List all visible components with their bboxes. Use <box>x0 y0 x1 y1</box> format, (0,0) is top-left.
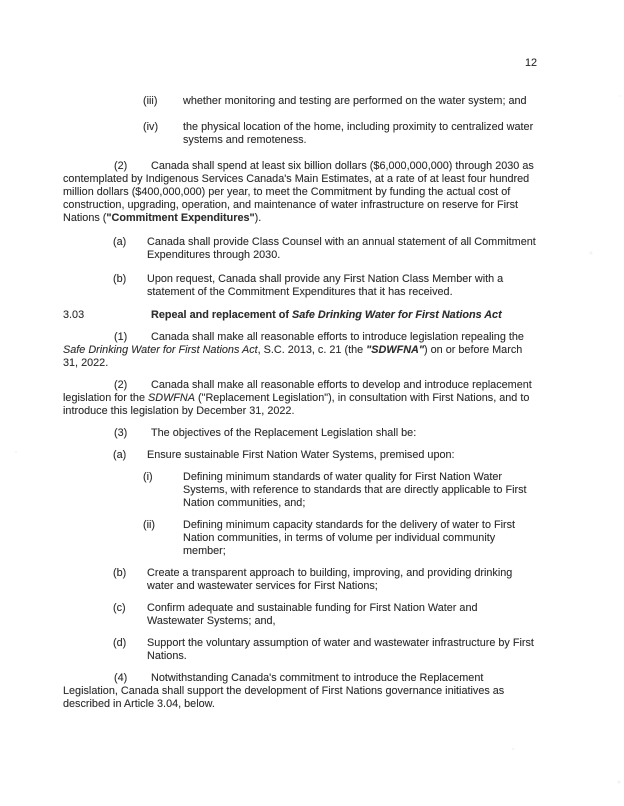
paragraph-commitment-text: Canada shall spend at least six billion dollars ($6,000,000,000) through 2030 as contemplated by Indigenous Services Canada's Main Estimates, at a rate of at least four hundred million dollars ($400,000,000) per year, to meet the Commitment by funding the actual cost of construction, upgrading, operation, and maintenance of water infrastructure on reserve for First Nations ( <box>63 160 534 224</box>
paragraph-commitment-text-end: ). <box>254 212 262 224</box>
section-3-03-title <box>151 309 537 322</box>
act-abbr-italic: SDWFNA <box>148 392 195 404</box>
page-number: 12 <box>524 57 537 69</box>
list-item-iv-text: the physical location of the home, including proximity to centralized water systems and remoteness. <box>183 121 534 146</box>
list-item-b-statement <box>63 273 537 299</box>
objective-item-d-label: (d) <box>113 637 127 649</box>
objective-item-d-text: Support the voluntary assumption of water and wastewater infrastructure by First Nations. <box>147 637 534 662</box>
sub-objective-item-i-text: Defining minimum standards of water quality for First Nation Water Systems, with reference to standards that are directly applicable to First Nation communities, and; <box>183 471 527 509</box>
list-item-b-statement-text: Upon request, Canada shall provide any First Nation Class Member with a statement of the Commitment Expenditures that it has received. <box>147 273 504 298</box>
objective-item-c-label: (c) <box>113 602 126 614</box>
objective-item-a-label: (a) <box>113 449 127 461</box>
objective-item-b-label: (b) <box>113 567 127 579</box>
defined-term-commitment-expenditures: "Commitment Expenditures" <box>106 212 255 224</box>
paragraph-repeal-run3: ) on or before March 31, 2022. <box>63 344 523 369</box>
sub-objective-item-i <box>63 471 537 510</box>
list-item-a-statement <box>63 236 537 262</box>
list-item-iii-text: whether monitoring and testing are performed on the water system; and <box>183 95 527 107</box>
paragraph-replacement-run2: ("Replacement Legislation"), in consultation with First Nations, and to introduce this legislation by December 31, 2022. <box>63 392 530 417</box>
paragraph-objectives-intro <box>63 427 537 440</box>
paragraph-repeal-run1: Canada shall make all reasonable efforts to introduce legislation repealing the <box>151 331 524 343</box>
paragraph-commitment-label: (2) <box>114 160 128 172</box>
list-item-a-statement-label: (a) <box>113 236 127 248</box>
objective-item-c <box>63 602 537 628</box>
section-3-03-number: 3.03 <box>63 309 85 321</box>
paragraph-replacement-legislation <box>63 379 537 418</box>
sub-objective-item-ii-text: Defining minimum capacity standards for the delivery of water to First Nation communities, in terms of volume per individual community member; <box>183 519 516 557</box>
section-3-03-title-prefix: Repeal and replacement of <box>151 309 293 321</box>
list-item-iii-label: (iii) <box>143 95 158 107</box>
paragraph-governance <box>63 672 537 711</box>
paragraph-repeal-label: (1) <box>114 331 128 343</box>
sub-objective-item-i-label: (i) <box>143 471 153 483</box>
paragraph-repeal-run2: , S.C. 2013, c. 21 (the <box>257 344 367 356</box>
act-title-italic: Safe Drinking Water for First Nations Act <box>63 344 258 356</box>
list-item-iii <box>63 95 537 108</box>
sub-objective-item-ii-label: (ii) <box>143 519 156 531</box>
objective-item-a-text: Ensure sustainable First Nation Water Systems, premised upon: <box>147 449 455 461</box>
paragraph-objectives-text: The objectives of the Replacement Legislation shall be: <box>151 427 417 439</box>
defined-term-sdwfna: "SDWFNA" <box>366 344 425 356</box>
section-3-03-heading <box>63 309 537 322</box>
paragraph-repeal <box>63 331 537 370</box>
objective-item-c-text: Confirm adequate and sustainable funding for First Nation Water and Wastewater Systems; and, <box>147 602 478 627</box>
paragraph-commitment-spending <box>63 160 537 225</box>
objective-item-a <box>63 449 537 462</box>
sub-objective-item-ii <box>63 519 537 558</box>
list-item-iv-label: (iv) <box>143 121 159 133</box>
paragraph-governance-label: (4) <box>114 672 128 684</box>
list-item-a-statement-text: Canada shall provide Class Counsel with an annual statement of all Commitment Expenditures through 2030. <box>147 236 536 261</box>
objective-item-b-text: Create a transparent approach to building, improving, and providing drinking water and wastewater services for First Nations; <box>147 567 513 592</box>
paragraph-objectives-label: (3) <box>114 427 128 439</box>
objective-item-b <box>63 567 537 593</box>
objective-item-d <box>63 637 537 663</box>
paragraph-replacement-run1: Canada shall make all reasonable efforts to develop and introduce replacement legislation for the <box>63 379 532 404</box>
section-3-03-title-act-name: Safe Drinking Water for First Nations Act <box>292 309 502 321</box>
page-content <box>63 0 537 720</box>
paragraph-governance-text: Notwithstanding Canada's commitment to introduce the Replacement Legislation, Canada shall support the development of First Nations governance initiatives as described in Article 3.04, below. <box>63 672 505 710</box>
list-item-b-statement-label: (b) <box>113 273 127 285</box>
paragraph-replacement-label: (2) <box>114 379 128 391</box>
list-item-iv <box>63 121 537 147</box>
